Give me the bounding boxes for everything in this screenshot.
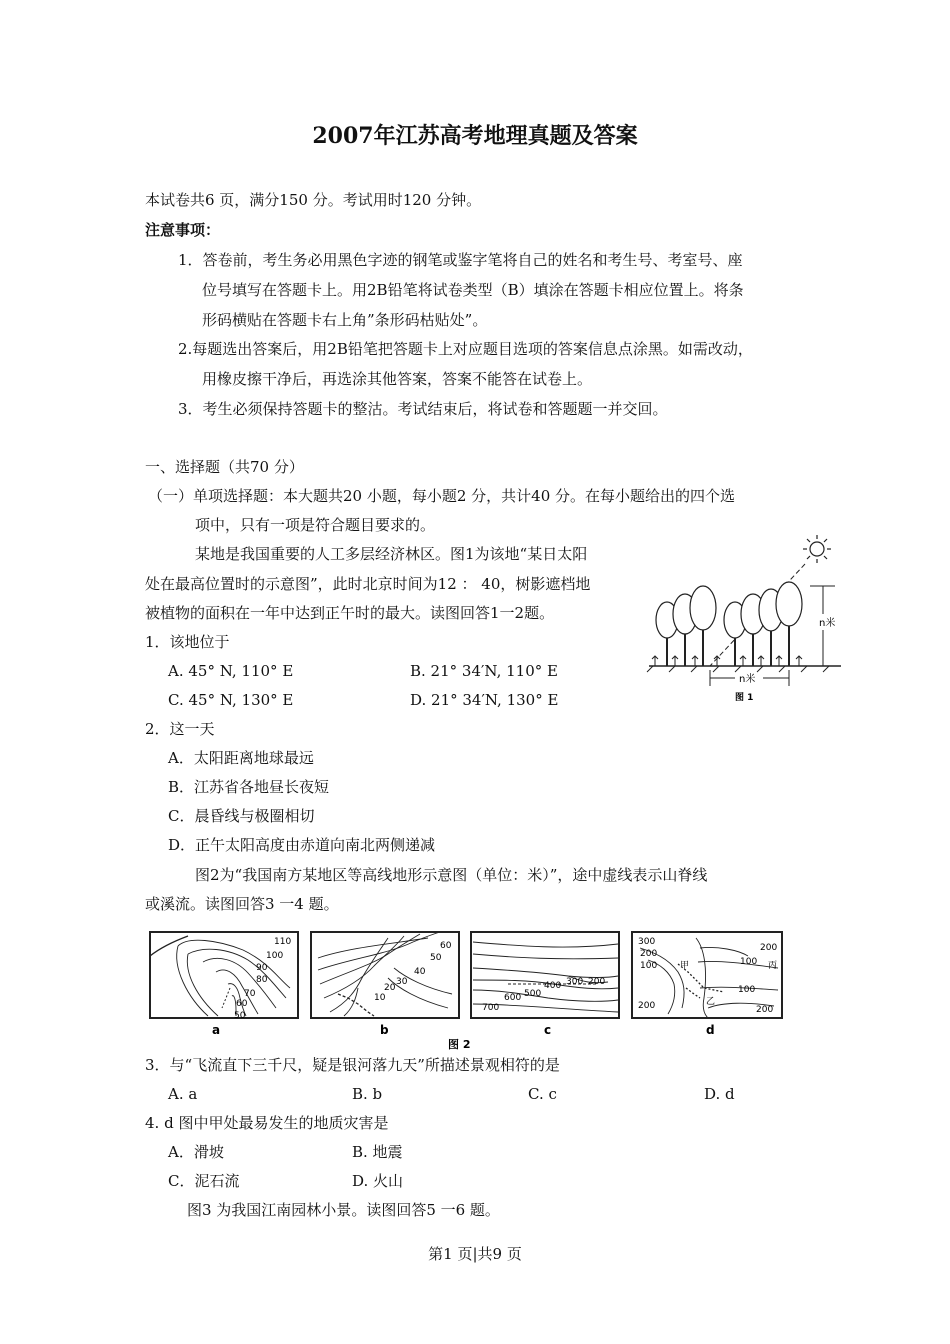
passage-3: 图3 为我国江南园林小景。读图回答5 一6 题。 bbox=[187, 1201, 500, 1219]
page-footer: 第1 页|共9 页 bbox=[428, 1245, 522, 1263]
panel-label-c: c bbox=[544, 1023, 552, 1037]
q1-option-d: D. 21° 34′N, 130° E bbox=[410, 691, 559, 709]
notice-item-3: 3．考生必须保持答题卡的整沽。考试结束后，将试卷和答题题一并交回。 bbox=[178, 400, 668, 418]
place-mark-jia: 甲 bbox=[680, 961, 690, 971]
panel-label-d: d bbox=[706, 1023, 715, 1037]
notice-item-2-line-2: 用橡皮擦干净后，再选涂其他答案，答案不能答在试卷上。 bbox=[202, 370, 593, 388]
subsection-line-1: （一）单项选择题：本大题共20 小题，每小题2 分，共计40 分。在每小题给出的四个选 bbox=[148, 487, 736, 505]
passage-2-line-1: 图2为“我国南方某地区等高线地形示意图（单位：米）”，途中虚线表示山脊线 bbox=[195, 866, 708, 884]
contour-label-d-300: 300 bbox=[638, 937, 656, 947]
q1-option-a: A. 45° N, 110° E bbox=[168, 662, 294, 680]
q3-option-a: A. a bbox=[168, 1085, 198, 1103]
panel-label-a: a bbox=[212, 1023, 221, 1037]
contour-label-d-100-upper: 100 bbox=[740, 957, 758, 967]
figure-1-forest-diagram bbox=[645, 534, 845, 706]
section-heading: 一、选择题（共70 分） bbox=[145, 458, 304, 476]
fig2-caption: 图 2 bbox=[448, 1038, 471, 1050]
q2-option-c: C．晨昏线与极圈相切 bbox=[168, 807, 315, 825]
contour-label-a-60: 60 bbox=[236, 999, 248, 1009]
fig1-caption: 图 1 bbox=[735, 693, 754, 703]
passage-1-line-2: 处在最高位置时的示意图”，此时北京时间为12 ： 40，树影遮档地 bbox=[145, 575, 591, 593]
fig1-vertical-label: n米 bbox=[819, 618, 836, 629]
contour-map-a bbox=[150, 932, 298, 1037]
contour-label-a-70: 70 bbox=[244, 989, 256, 999]
subsection-line-2: 项中，只有一项是符合题目要求的。 bbox=[195, 516, 436, 534]
page-title: 2007年江苏高考地理真题及答案 bbox=[312, 123, 638, 149]
contour-label-b-10: 10 bbox=[374, 993, 386, 1003]
q4-option-b: B. 地震 bbox=[352, 1143, 403, 1161]
contour-label-d-100-lower: 100 bbox=[738, 985, 756, 995]
q1-stem: 1．该地位于 bbox=[145, 633, 230, 651]
contour-label-c-500: 500 bbox=[524, 989, 542, 999]
passage-1-line-3: 被植物的面积在一年中达到正午时的最大。读图回答1一2题。 bbox=[145, 604, 555, 622]
contour-label-a-110: 110 bbox=[274, 937, 292, 947]
q3-stem: 3．与“飞流直下三千尺，疑是银河落九天”所描述景观相符的是 bbox=[145, 1056, 560, 1074]
notice-item-2-line-1: 2.每题选出答案后，用2B铅笔把答题卡上对应题目选项的答案信息点涂黑。如需改动， bbox=[178, 340, 753, 358]
q2-stem: 2．这一天 bbox=[145, 720, 215, 738]
figure-2-contour-maps bbox=[148, 928, 788, 1050]
contour-label-c-600: 600 bbox=[504, 993, 522, 1003]
contour-label-c-700: 700 bbox=[482, 1003, 500, 1013]
notice-item-1-line-3: 形码横贴在答题卡右上角”条形码枯贴处”。 bbox=[202, 311, 488, 329]
q2-option-d: D．正午太阳高度由赤道向南北两侧递减 bbox=[168, 836, 436, 854]
contour-label-d-100-left: 100 bbox=[640, 961, 658, 971]
q3-option-b: B. b bbox=[352, 1085, 383, 1103]
contour-label-d-200-right: 200 bbox=[760, 943, 778, 953]
q3-option-c: C. c bbox=[528, 1085, 557, 1103]
contour-label-d-200-corner: 200 bbox=[756, 1005, 774, 1015]
contour-label-a-90: 90 bbox=[256, 963, 268, 973]
q4-option-d: D. 火山 bbox=[352, 1172, 404, 1190]
contour-label-d-200-bottom: 200 bbox=[638, 1001, 656, 1011]
contour-label-c-400: 400 bbox=[544, 981, 562, 991]
contour-label-a-100: 100 bbox=[266, 951, 284, 961]
place-mark-yi: 乙 bbox=[706, 997, 716, 1007]
contour-label-b-20: 20 bbox=[384, 983, 396, 993]
contour-label-a-80: 80 bbox=[256, 975, 268, 985]
panel-label-b: b bbox=[380, 1023, 389, 1037]
q1-option-b: B. 21° 34′N, 110° E bbox=[410, 662, 558, 680]
q1-option-c: C. 45° N, 130° E bbox=[168, 691, 294, 709]
contour-label-a-50: 50 bbox=[234, 1011, 246, 1021]
q2-option-b: B．江苏省各地昼长夜短 bbox=[168, 778, 330, 796]
contour-label-d-200-left: 200 bbox=[640, 949, 658, 959]
exam-intro: 本试卷共6 页，满分150 分。考试用时120 分钟。 bbox=[145, 191, 482, 209]
fig1-horizontal-label: n米 bbox=[739, 674, 756, 685]
contour-map-c bbox=[471, 932, 619, 1037]
notice-heading: 注意事项： bbox=[145, 221, 221, 239]
contour-label-b-50: 50 bbox=[430, 953, 442, 963]
contour-label-b-40: 40 bbox=[414, 967, 426, 977]
contour-label-c-200: 200 bbox=[588, 977, 606, 987]
passage-1-line-1: 某地是我国重要的人工多层经济林区。图1为该地“某日太阳 bbox=[195, 545, 588, 563]
notice-item-1-line-1: 1．答卷前，考生务必用黑色字迹的钢笔或鉴字笔将自己的姓名和考生号、考室号、座 bbox=[178, 251, 743, 269]
contour-label-b-30: 30 bbox=[396, 977, 408, 987]
passage-2-line-2: 或溪流。读图回答3 一4 题。 bbox=[145, 895, 339, 913]
place-mark-bing: 丙 bbox=[768, 961, 778, 971]
contour-label-b-60: 60 bbox=[440, 941, 452, 951]
q3-option-d: D. d bbox=[704, 1085, 735, 1103]
q4-option-a: A．滑坡 bbox=[168, 1143, 224, 1161]
contour-map-b bbox=[311, 932, 459, 1037]
q2-option-a: A．太阳距离地球最远 bbox=[168, 749, 314, 767]
q4-stem: 4. d 图中甲处最易发生的地质灾害是 bbox=[145, 1114, 389, 1132]
notice-item-1-line-2: 位号填写在答题卡上。用2B铅笔将试卷类型（B）填涂在答题卡相应位置上。将条 bbox=[202, 281, 744, 299]
contour-map-d bbox=[632, 932, 782, 1037]
sun-icon bbox=[803, 535, 831, 563]
q4-option-c: C．泥石流 bbox=[168, 1172, 240, 1190]
contour-label-c-300: 300 bbox=[566, 977, 584, 987]
